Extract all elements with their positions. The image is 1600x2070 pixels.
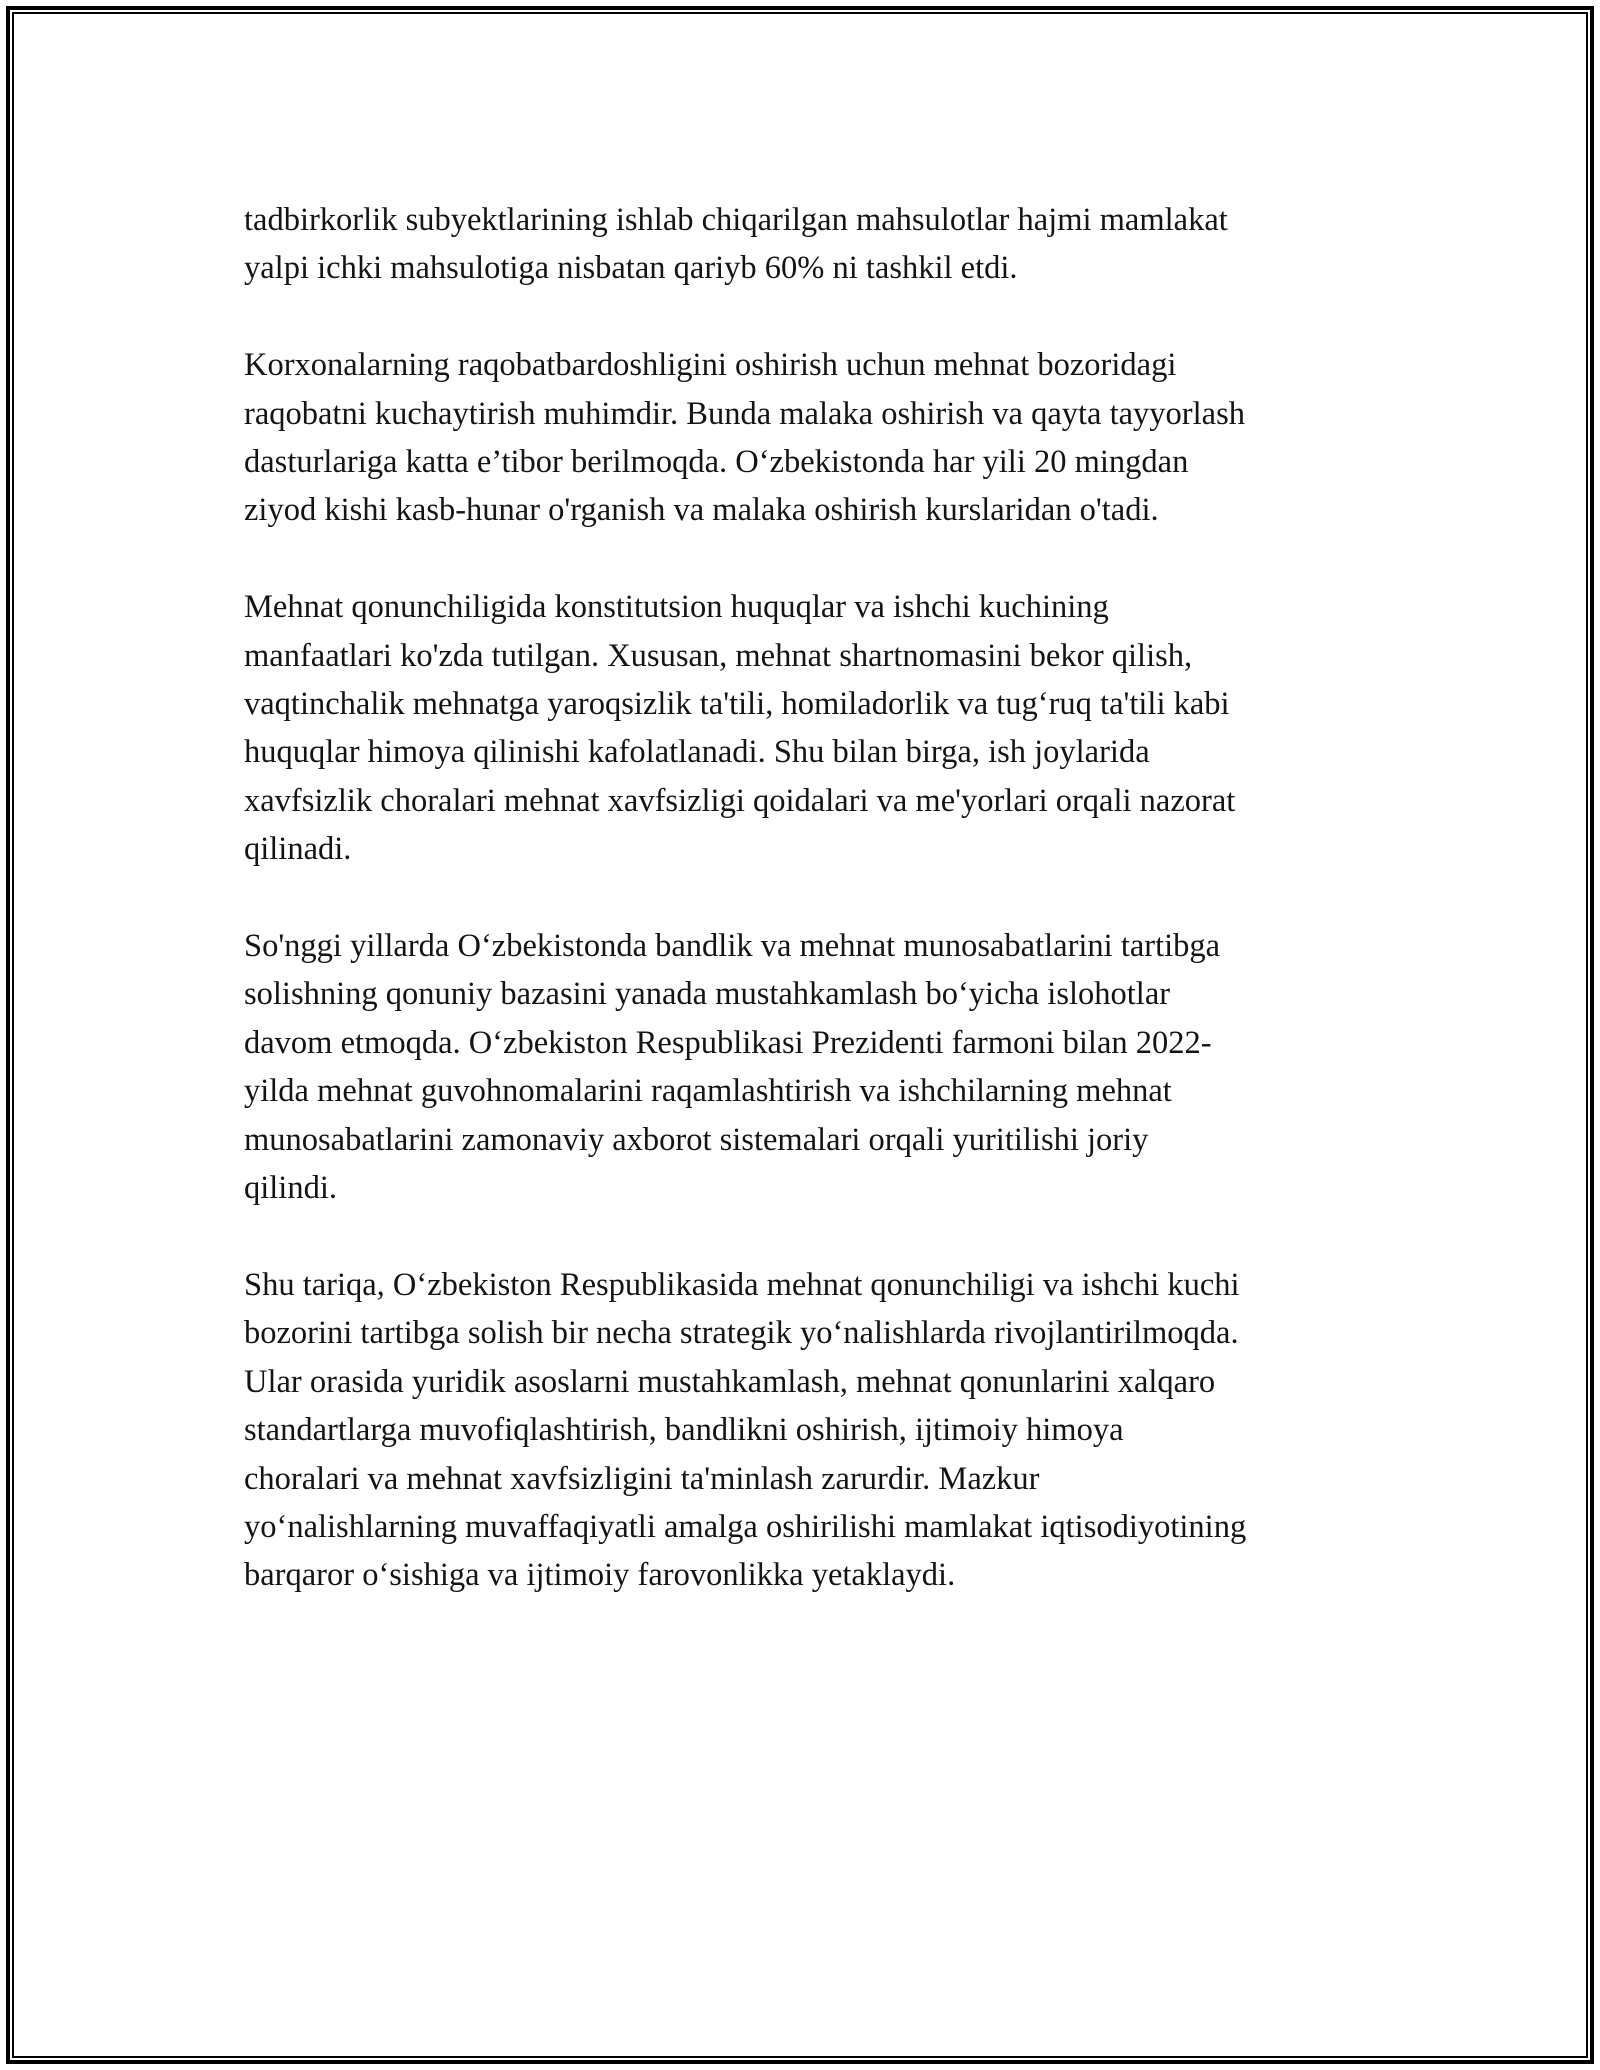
text-line: bozorini tartibga solish bir necha strategik yo‘nalishlarda rivojlantirilmoqda. [244, 1315, 1239, 1352]
text-line: Shu tariqa, O‘zbekiston Respublikasida mehnat qonunchiligi va ishchi kuchi [244, 1266, 1240, 1303]
text-line: Mehnat qonunchiligida konstitutsion huquqlar va ishchi kuchining [244, 589, 1109, 626]
text-line: choralari va mehnat xavfsizligini ta'minlash zarurdir. Mazkur [244, 1460, 1040, 1497]
paragraph-3 [244, 583, 1394, 873]
text-line: yalpi ichki mahsulotiga nisbatan qariyb 60% ni tashkil etdi. [244, 250, 1018, 287]
text-line: huquqlar himoya qilinishi kafolatlanadi. Shu bilan birga, ish joylarida [244, 734, 1150, 771]
text-line: dasturlariga katta e’tibor berilmoqda. O‘zbekistonda har yili 20 mingdan [244, 444, 1189, 481]
text-line: qilindi. [244, 1170, 337, 1207]
paragraph-5 [244, 1261, 1394, 1600]
text-line: raqobatni kuchaytirish muhimdir. Bunda malaka oshirish va qayta tayyorlash [244, 395, 1245, 432]
text-line: barqaror o‘sishiga va ijtimoiy farovonlikka yetaklaydi. [244, 1557, 956, 1594]
text-line: solishning qonuniy bazasini yanada mustahkamlash bo‘yicha islohotlar [244, 976, 1171, 1013]
text-line: davom etmoqda. O‘zbekiston Respublikasi Prezidenti farmoni bilan 2022- [244, 1024, 1212, 1061]
text-line: yo‘nalishlarning muvaffaqiyatli amalga oshirilishi mamlakat iqtisodiyotining [244, 1508, 1247, 1545]
text-line: xavfsizlik choralari mehnat xavfsizligi qoidalari va me'yorlari orqali nazorat [244, 782, 1236, 819]
document-body [244, 196, 1394, 1648]
text-line: munosabatlarini zamonaviy axborot sistemalari orqali yuritilishi joriy [244, 1121, 1149, 1158]
text-line: vaqtinchalik mehnatga yaroqsizlik ta'tili, homiladorlik va tug‘ruq ta'tili kabi [244, 686, 1230, 723]
text-line: tadbirkorlik subyektlarining ishlab chiqarilgan mahsulotlar hajmi mamlakat [244, 202, 1228, 238]
text-line: manfaatlari ko'zda tutilgan. Xususan, mehnat shartnomasini bekor qilish, [244, 637, 1193, 674]
page-frame [6, 6, 1594, 2064]
paragraph-4 [244, 922, 1394, 1212]
text-line: standartlarga muvofiqlashtirish, bandlikni oshirish, ijtimoiy himoya [244, 1412, 1124, 1449]
text-line: qilinadi. [244, 831, 352, 868]
text-line: yilda mehnat guvohnomalarini raqamlashtirish va ishchilarning mehnat [244, 1073, 1172, 1110]
text-line: Korxonalarning raqobatbardoshligini oshirish uchun mehnat bozoridagi [244, 347, 1177, 384]
paragraph-1 [244, 196, 1394, 293]
paragraph-2 [244, 341, 1394, 535]
text-line: ziyod kishi kasb-hunar o'rganish va malaka oshirish kurslaridan o'tadi. [244, 492, 1159, 529]
text-line: Ular orasida yuridik asoslarni mustahkamlash, mehnat qonunlarini xalqaro [244, 1363, 1216, 1400]
text-line: So'nggi yillarda O‘zbekistonda bandlik va mehnat munosabatlarini tartibga [244, 928, 1221, 965]
